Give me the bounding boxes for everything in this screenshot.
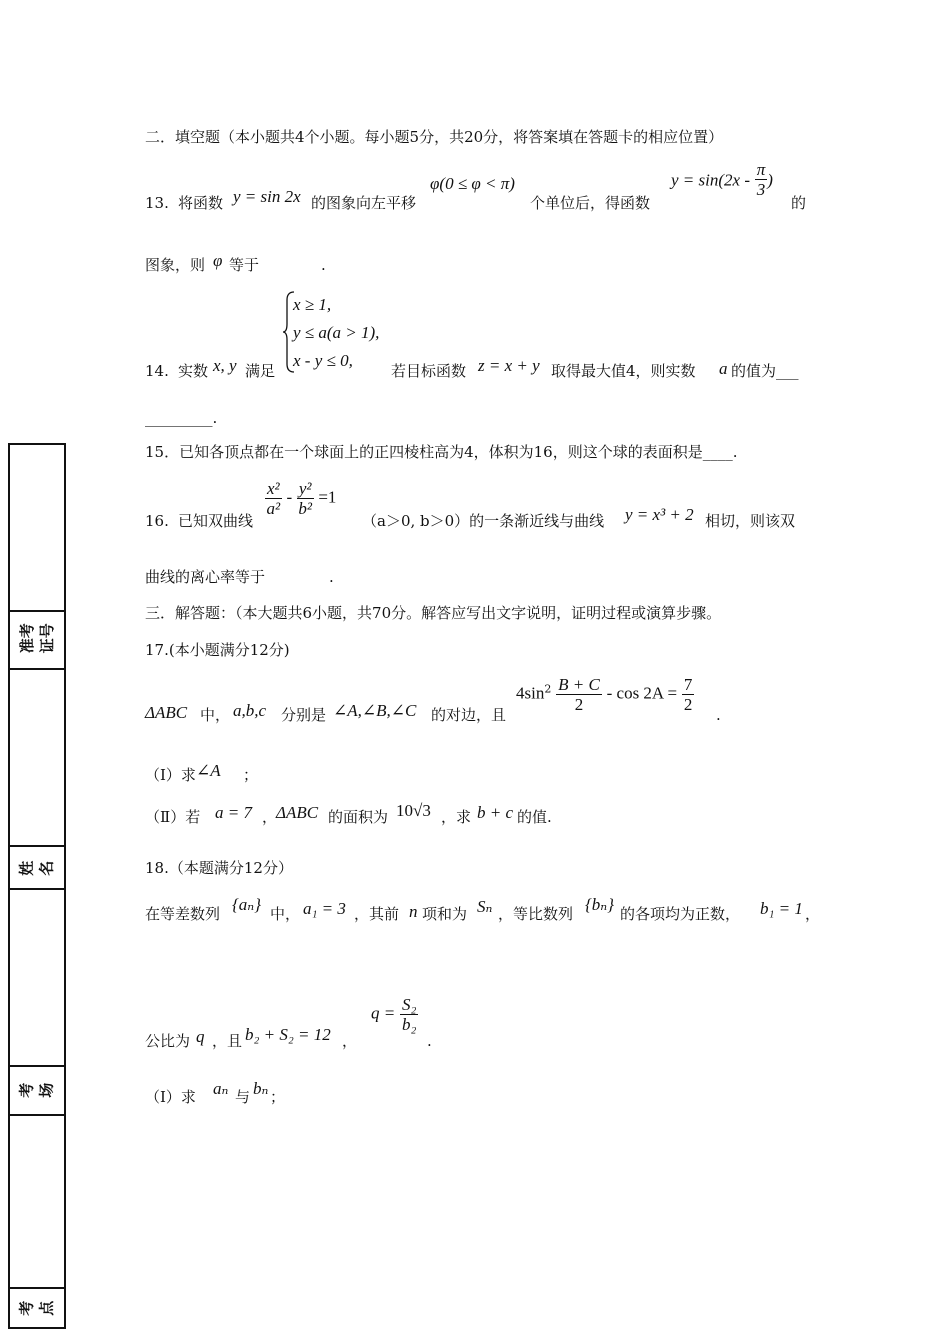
name-label-cell	[10, 848, 64, 888]
question-18-seq-a: {aₙ}	[232, 895, 261, 914]
question-18-q-fraction-den: b₂	[402, 1015, 417, 1034]
question-13-blank-end: .	[321, 256, 326, 274]
question-17-part-1-angle: ∠A	[196, 761, 221, 780]
question-18-text-2: 中，	[270, 905, 301, 923]
name-label-line-2: 名	[37, 860, 56, 876]
exam-number-label-line-2: 证号	[37, 622, 56, 654]
question-18-part-1-bn: bₙ	[253, 1079, 269, 1098]
question-13-formula-3	[671, 160, 773, 200]
question-17-text-2: 分别是	[281, 706, 327, 724]
question-16-fraction-1-den: a²	[266, 499, 281, 518]
question-18-part-1c: ；	[270, 1088, 286, 1106]
exam-room-label	[17, 1082, 58, 1097]
side-divider	[10, 1287, 64, 1289]
exam-site-label-line-1: 考	[17, 1300, 36, 1316]
question-18-title: 18.（本题满分12分）	[145, 859, 293, 877]
question-16-hyperbola-formula	[265, 480, 336, 517]
question-17-part-2b: ，	[262, 808, 278, 826]
question-14-constraint-2: y ≤ a(a > 1),	[293, 323, 380, 342]
question-17-part-1a: （Ⅰ）求	[145, 766, 196, 784]
question-17-fraction-1-den: 2	[574, 695, 584, 714]
question-16-minus: -	[286, 487, 293, 507]
question-17-triangle: ΔABC	[145, 703, 188, 722]
question-13-formula-2: φ(0 ≤ φ < π)	[430, 174, 515, 193]
question-17-text-1: 中，	[200, 706, 231, 724]
question-18-sn: Sₙ	[477, 897, 493, 916]
question-14-text-3: 若目标函数	[391, 362, 467, 380]
exam-site-label-line-2: 点	[37, 1300, 56, 1316]
exam-info-box	[8, 443, 66, 1329]
question-16-fraction-1	[265, 480, 282, 517]
question-17-fraction-2-den: 2	[683, 695, 693, 714]
question-18-line-2-end: .	[427, 1032, 432, 1050]
question-17-title: 17.(本小题满分12分)	[145, 641, 290, 659]
question-13-fraction-num: π	[756, 160, 766, 179]
exam-site-label-cell	[10, 1288, 64, 1328]
question-18-q-fraction	[400, 996, 418, 1033]
question-18-text-3: ，其前	[354, 905, 400, 923]
question-17-part-2a: （Ⅱ）若	[145, 808, 201, 826]
question-16-text-2: （a＞0, b＞0）的一条渐近线与曲线	[362, 512, 605, 530]
exam-number-label-line-1: 准考	[17, 622, 36, 654]
question-13-phi: φ	[213, 251, 223, 270]
question-18-q-fraction-num: S₂	[402, 995, 417, 1014]
question-13-text-2: 的图象向左平移	[311, 194, 417, 212]
section-2-heading: 二．填空题（本小题共4个小题。每小题5分，共20分，将答案填在答题卡的相应位置）	[145, 128, 724, 146]
question-17-fraction-1	[556, 676, 602, 713]
question-18-q: q	[196, 1027, 205, 1046]
question-17-end: .	[716, 706, 721, 724]
question-14-formula-3: a	[719, 359, 728, 378]
exam-number-label-cell	[10, 608, 64, 668]
question-18-line-2a: 公比为	[145, 1032, 191, 1050]
section-3-heading: 三．解答题：（本大题共6小题，共70分。解答应写出文字说明，证明过程或演算步骤。	[145, 604, 722, 622]
question-17-part-2e: 的值.	[517, 808, 552, 826]
exam-room-label-cell	[10, 1066, 64, 1114]
question-14-text-2: 满足	[245, 362, 276, 380]
question-14-text-1: 实数	[178, 362, 209, 380]
question-17-sides: a,b,c	[233, 701, 267, 720]
question-16-fraction-2-num: y²	[298, 479, 312, 498]
exam-site-label	[17, 1300, 58, 1315]
exam-room-label-line-1: 考	[17, 1082, 36, 1098]
side-divider	[10, 668, 64, 670]
question-14-constraint-1: x ≥ 1,	[293, 295, 332, 314]
question-18-q-formula	[371, 996, 418, 1033]
question-18-part-1-an: aₙ	[213, 1079, 229, 1098]
side-divider	[10, 1065, 64, 1067]
question-16-fraction-2	[297, 480, 314, 517]
question-14-line-2: _________.	[145, 409, 218, 427]
question-16-blank-end: .	[329, 568, 334, 586]
question-17-equation	[516, 676, 694, 713]
question-17-part-1b: ；	[243, 766, 259, 784]
question-14-formula-1: x, y	[213, 356, 237, 375]
question-17-part-2-sum: b + c	[477, 803, 514, 822]
question-18-text-1: 在等差数列	[145, 905, 221, 923]
question-13-text-4: 的	[791, 194, 807, 212]
question-16-number: 16.	[145, 512, 169, 530]
question-18-line-2b: ，且	[212, 1032, 243, 1050]
question-16-fraction-2-den: b²	[298, 499, 313, 518]
question-13-text-3: 个单位后，得函数	[530, 194, 651, 212]
question-14-formula-2: z = x + y	[478, 356, 540, 375]
question-13-line-2a: 图象，则	[145, 256, 206, 274]
question-17-fraction-2-num: 7	[683, 675, 693, 694]
question-17-fraction-2	[682, 676, 695, 713]
name-label-line-1: 姓	[17, 860, 36, 876]
question-18-b1: b₁ = 1	[760, 899, 803, 918]
question-18-part-1a: （Ⅰ）求	[145, 1088, 196, 1106]
question-17-equation-part-2: - cos 2A =	[606, 683, 678, 703]
question-18-a1: a₁ = 3	[303, 899, 346, 918]
question-13-formula-3a: y = sin(2x -	[671, 170, 750, 190]
question-17-equation-sup: 2	[544, 682, 552, 696]
exam-room-label-line-2: 场	[37, 1082, 56, 1098]
question-13-fraction	[755, 161, 768, 198]
question-16-line-2: 曲线的离心率等于	[145, 568, 266, 586]
question-18-text-6: 的各项均为正数，	[620, 905, 741, 923]
name-label	[17, 860, 58, 875]
question-17-part-2-area: 10√3	[396, 801, 431, 820]
question-14-text-4: 取得最大值4，则实数	[551, 362, 696, 380]
question-17-part-2c: 的面积为	[328, 808, 389, 826]
question-18-part-1b: 与	[235, 1088, 251, 1106]
side-divider	[10, 610, 64, 612]
question-18-text-4: 项和为	[422, 905, 468, 923]
question-17-part-2d: ，求	[441, 808, 472, 826]
question-18-text-7: ，	[805, 905, 821, 923]
question-14-number: 14.	[145, 362, 169, 380]
question-17-part-2-triangle: ΔABC	[276, 803, 319, 822]
question-18-line-2c: ，	[342, 1032, 358, 1050]
question-13-formula-1: y = sin 2x	[233, 187, 301, 206]
exam-number-label	[17, 623, 58, 653]
question-17-text-3: 的对边，且	[431, 706, 507, 724]
question-16-fraction-1-num: x²	[267, 479, 280, 498]
side-divider	[10, 845, 64, 847]
question-16-text-3: 相切，则该双	[705, 512, 796, 530]
question-14-constraint-3: x - y ≤ 0,	[293, 351, 353, 370]
question-13-formula-3b: )	[767, 170, 773, 190]
question-16-equals: =1	[318, 487, 337, 507]
question-17-equation-part-1: 4sin	[516, 683, 545, 703]
question-17-fraction-1-num: B + C	[558, 675, 600, 694]
question-16-text-1: 已知双曲线	[178, 512, 254, 530]
question-15-text: 15．已知各顶点都在一个球面上的正四棱柱高为4，体积为16，则这个球的表面积是____.	[145, 443, 738, 461]
side-divider	[10, 1114, 64, 1116]
question-18-condition: b₂ + S₂ = 12	[245, 1025, 331, 1044]
question-18-q-lhs: q =	[371, 1003, 396, 1023]
question-13-line-2b: 等于	[229, 256, 260, 274]
question-17-angles: ∠A,∠B,∠C	[333, 701, 417, 720]
question-17-part-2-a: a = 7	[215, 803, 252, 822]
question-13-number: 13.	[145, 194, 169, 212]
question-18-text-5: ，等比数列	[498, 905, 574, 923]
question-18-n: n	[409, 902, 418, 921]
question-14-text-5: 的值为___	[731, 362, 799, 380]
side-divider	[10, 888, 64, 890]
question-13-fraction-den: 3	[756, 180, 766, 199]
question-16-formula-2: y = x³ + 2	[625, 505, 694, 524]
question-13-text-1: 将函数	[178, 194, 224, 212]
question-18-seq-b: {bₙ}	[585, 895, 614, 914]
